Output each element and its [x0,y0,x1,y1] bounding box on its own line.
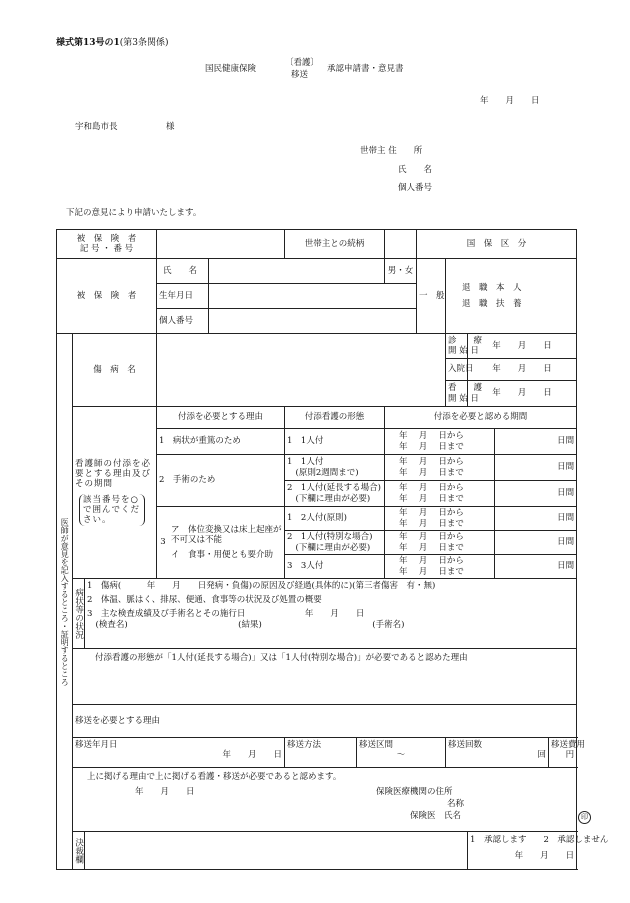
addressee-honorific: 様 [166,122,175,132]
householder-address-label: 世帯主 住 所 [360,146,423,156]
name-field[interactable] [209,259,385,284]
attendance-explanation: 看護師の付添を必要とする理由及びその期間 [75,458,152,490]
attendance-reason-cell [73,407,157,579]
certification-date[interactable]: 年 月 日 [135,787,195,797]
extension-reason-label: 付添看護の形態が「1人付(延長する場合)」又は「1人付(特別な場合)」が必要であると認めた理由 [95,653,468,663]
period-from: 年 月 日から [399,431,464,442]
transport-cost-cell[interactable] [549,738,586,768]
instruction-bracket: 該当番号を○で囲んでください。 [79,494,145,527]
retired-category[interactable] [446,259,577,334]
nursing-start-date[interactable]: 年 月 日 [468,381,577,407]
period-to: 年 月 日まで [399,441,464,452]
transport-date-value: 年 月 日 [222,750,283,761]
transport-count-unit: 回 [537,750,547,761]
decision-label: 決裁欄 [73,832,85,870]
admission-date[interactable]: 年 月 日 [468,359,577,381]
reason-header: 付添を必要とする理由 [157,407,285,429]
transport-section-cell[interactable] [357,738,446,768]
period-from: 年 月 日から [399,556,464,567]
period-from: 年 月 日から [399,483,464,494]
householder-name-label: 氏 名 [398,165,433,175]
personal-id-label: 個人番号 [157,309,209,334]
retired-self-option[interactable]: 退 職 本 人 [462,282,522,293]
transport-count-cell[interactable] [446,738,549,768]
application-form [56,229,609,870]
condition-line-1: 1 傷病( 年 月 日発病・負傷)の原因及び経過(具体的に)(第三者傷害 有・無) [87,581,436,591]
document-title: 承認申請書・意見書 [327,64,404,74]
title-isou: 移送 [291,70,309,80]
reason-2[interactable]: 2 手術のため [157,455,285,507]
form-1-1[interactable]: 1 1人付 [285,429,385,455]
birthdate-label: 生年月日 [157,284,209,309]
doctor-section-label: 医師が意見を記入するところ・証明するところ [57,334,73,870]
condition-field[interactable] [85,579,577,649]
nursing-start-label: 看 護 開 始 日 [446,381,468,407]
insured-symbol-field[interactable] [157,230,285,259]
transport-date-label: 移送年月日 [75,740,118,750]
seal-icon: 印 [578,811,591,824]
householder-id-label: 個人番号 [398,183,433,193]
gender-select[interactable]: 男・女 [385,259,417,284]
transport-cost-label: 移送費用 [551,740,586,750]
days-2b: 日間 [495,481,577,507]
period-2a[interactable] [385,455,495,481]
extension-reason-field[interactable] [73,649,577,705]
insured-person-label: 被 保 険 者 [57,259,157,334]
transport-count-label: 移送回数 [448,740,483,750]
days-3b: 日間 [495,531,577,555]
period-to: 年 月 日まで [399,566,464,577]
clinic-name-label: 名称 [447,799,465,809]
days-3a: 日間 [495,507,577,531]
reason-1[interactable]: 1 病状が重篤のため [157,429,285,455]
transport-method-cell[interactable] [285,738,357,768]
days-2a: 日間 [495,455,577,481]
period-to: 年 月 日まで [399,542,464,553]
days-3c: 日間 [495,555,577,579]
reason-3-number: 3 [160,537,166,548]
transport-section-tilde: 〜 [396,750,406,761]
days-1: 日間 [495,429,577,455]
certification-statement: 上に掲げる理由で上に掲げる看護・移送が必要であると認めます。 [87,772,342,782]
transport-reason-field[interactable] [73,705,577,738]
reason-3[interactable] [157,507,285,579]
general-category[interactable]: 一 般 [417,259,446,334]
period-to: 年 月 日まで [399,518,464,529]
clinic-address-label: 保険医療機関の住所 [376,787,453,797]
form-number: 様式第13号の1(第3条関係) [56,38,169,48]
period-from: 年 月 日から [399,532,464,543]
transport-method-label: 移送方法 [287,740,322,750]
decision-options-cell[interactable] [468,832,609,870]
disease-name-field[interactable] [157,334,446,407]
decision-options[interactable]: 1 承認します 2 承認しません [470,835,609,845]
insured-symbol-label: 被 保 険 者 記 号 ・ 番 号 [57,230,157,259]
form-2-1[interactable]: 1 1人付 (原則2週間まで) [285,455,385,481]
decision-field[interactable] [85,832,468,870]
personal-id-field[interactable] [209,309,417,334]
category-label: 国 保 区 分 [417,230,577,259]
period-3a[interactable] [385,507,495,531]
disease-name-label: 傷 病 名 [73,334,157,407]
birthdate-field[interactable] [209,284,417,309]
addressee: 宇和島市長 [75,122,118,132]
form-3-3[interactable]: 3 3人付 [285,555,385,579]
condition-line-2: 2 体温、脈はく、排尿、便通、食事等の状況及び処置の概要 [87,595,322,606]
period-3c[interactable] [385,555,495,579]
transport-date-cell[interactable] [73,738,285,768]
form-header: 付添看護の形態 [285,407,385,429]
intro-text: 下記の意見により申請いたします。 [66,208,202,218]
condition-line-3: 3 主な検査成績及び手術名とその施行日 年 月 日 [87,609,365,620]
reason-3i: イ 食事・用便とも要介助 [171,549,274,560]
transport-cost-unit: 円 [565,750,575,761]
condition-line-3b: (検査名) (結果) (手術名) [87,619,405,630]
form-2-2[interactable]: 2 1人付(延長する場合) (下欄に理由が必要) [285,481,385,507]
period-to: 年 月 日まで [399,467,464,478]
submission-date[interactable]: 年 月 日 [480,96,540,106]
period-1[interactable] [385,429,495,455]
name-label: 氏 名 [157,259,209,284]
title-kango: 〔看護〕 [285,58,320,68]
relation-label: 世帯主との続柄 [285,230,385,259]
form-3-2[interactable]: 2 1人付(特別な場合) (下欄に理由が必要) [285,531,385,555]
admission-label: 入院日 [446,359,468,381]
period-3b[interactable] [385,531,495,555]
period-header: 付添を必要と認める期間 [385,407,577,429]
title-prefix: 国民健康保険 [205,64,257,74]
period-to: 年 月 日まで [399,493,464,504]
period-2b[interactable] [385,481,495,507]
certification-cell [73,768,588,832]
diagnosis-start-label: 診 療 開 始 日 [446,334,468,359]
diagnosis-start-date[interactable]: 年 月 日 [468,334,577,359]
period-from: 年 月 日から [399,508,464,519]
period-from: 年 月 日から [399,457,464,468]
reason-3a: ア 体位変換又は床上起座が不可又は不能 [171,525,282,546]
transport-reason-label: 移送を必要とする理由 [75,715,161,726]
condition-label: 病状等の状況 [73,579,85,649]
transport-section-label: 移送区間 [359,740,394,750]
relation-field[interactable] [385,230,417,259]
retired-dependent-option[interactable]: 退 職 扶 養 [462,299,522,309]
form-3-1[interactable]: 1 2人付(原則) [285,507,385,531]
doctor-name-label: 保険医 氏名 [410,811,462,821]
decision-date[interactable]: 年 月 日 [514,851,575,862]
